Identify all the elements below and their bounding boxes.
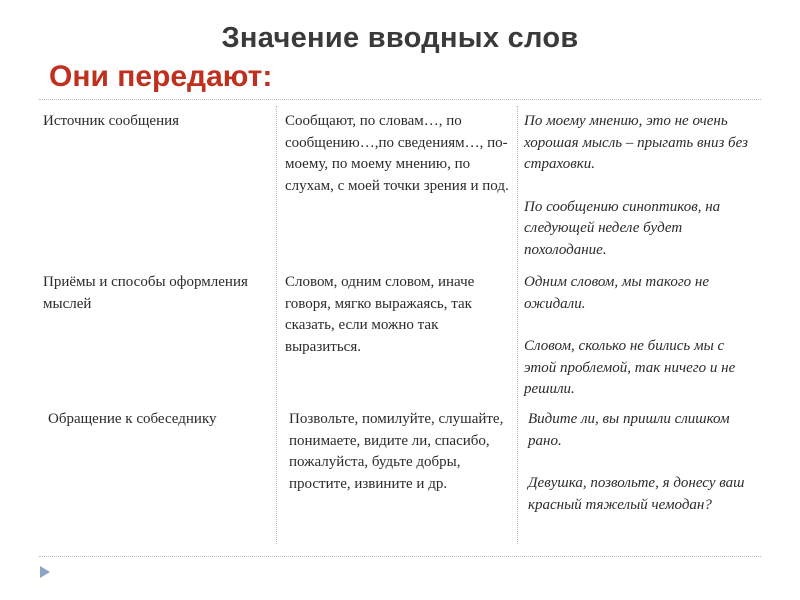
table-cell-meaning: Приёмы и способы оформления мыслей (43, 274, 248, 312)
table-cell-words: Позвольте, помилуйте, слушайте, понимаете, видите ли, спасибо, пожалуйста, будьте добры, простите, извините и др. (289, 411, 504, 492)
table-cell-meaning: Обращение к собеседнику (48, 411, 217, 427)
slide-title: Значение вводных слов (221, 22, 579, 54)
example-text: По сообщению синоптиков, на следующей неделе будет похолодание. (524, 198, 721, 258)
bottom-divider (39, 556, 761, 557)
table-cell-meaning: Источник сообщения (43, 113, 180, 129)
example-text: Одним словом, мы такого не ожидали. (524, 274, 710, 312)
column-divider-1 (276, 106, 277, 544)
top-divider (39, 99, 761, 100)
slide-subtitle: Они передают: (49, 60, 273, 93)
example-text: Видите ли, вы пришли слишком рано. (528, 411, 730, 449)
example-text: Девушка, позвольте, я донесу ваш красный тяжелый чемодан? (528, 475, 745, 513)
table-cell-words: Сообщают, по словам…, по сообщению…,по сведениям…, по-моему, по моему мнению, по слухам, с моей точки зрения и под. (285, 113, 509, 194)
table-cell-examples (528, 409, 760, 516)
example-text: По моему мнению, это не очень хорошая мысль – прыгать вниз без страховки. (524, 113, 748, 172)
triangle-right-icon[interactable] (40, 566, 50, 578)
column-divider-2 (517, 106, 518, 544)
table-cell-examples (524, 111, 756, 261)
example-text: Словом, сколько не бились мы с этой проблемой, так ничего и не решили. (524, 338, 736, 397)
table-cell-examples (524, 272, 756, 401)
table-cell-words: Словом, одним словом, иначе говоря, мягко выражаясь, так сказать, если можно так выразиться. (285, 274, 475, 355)
